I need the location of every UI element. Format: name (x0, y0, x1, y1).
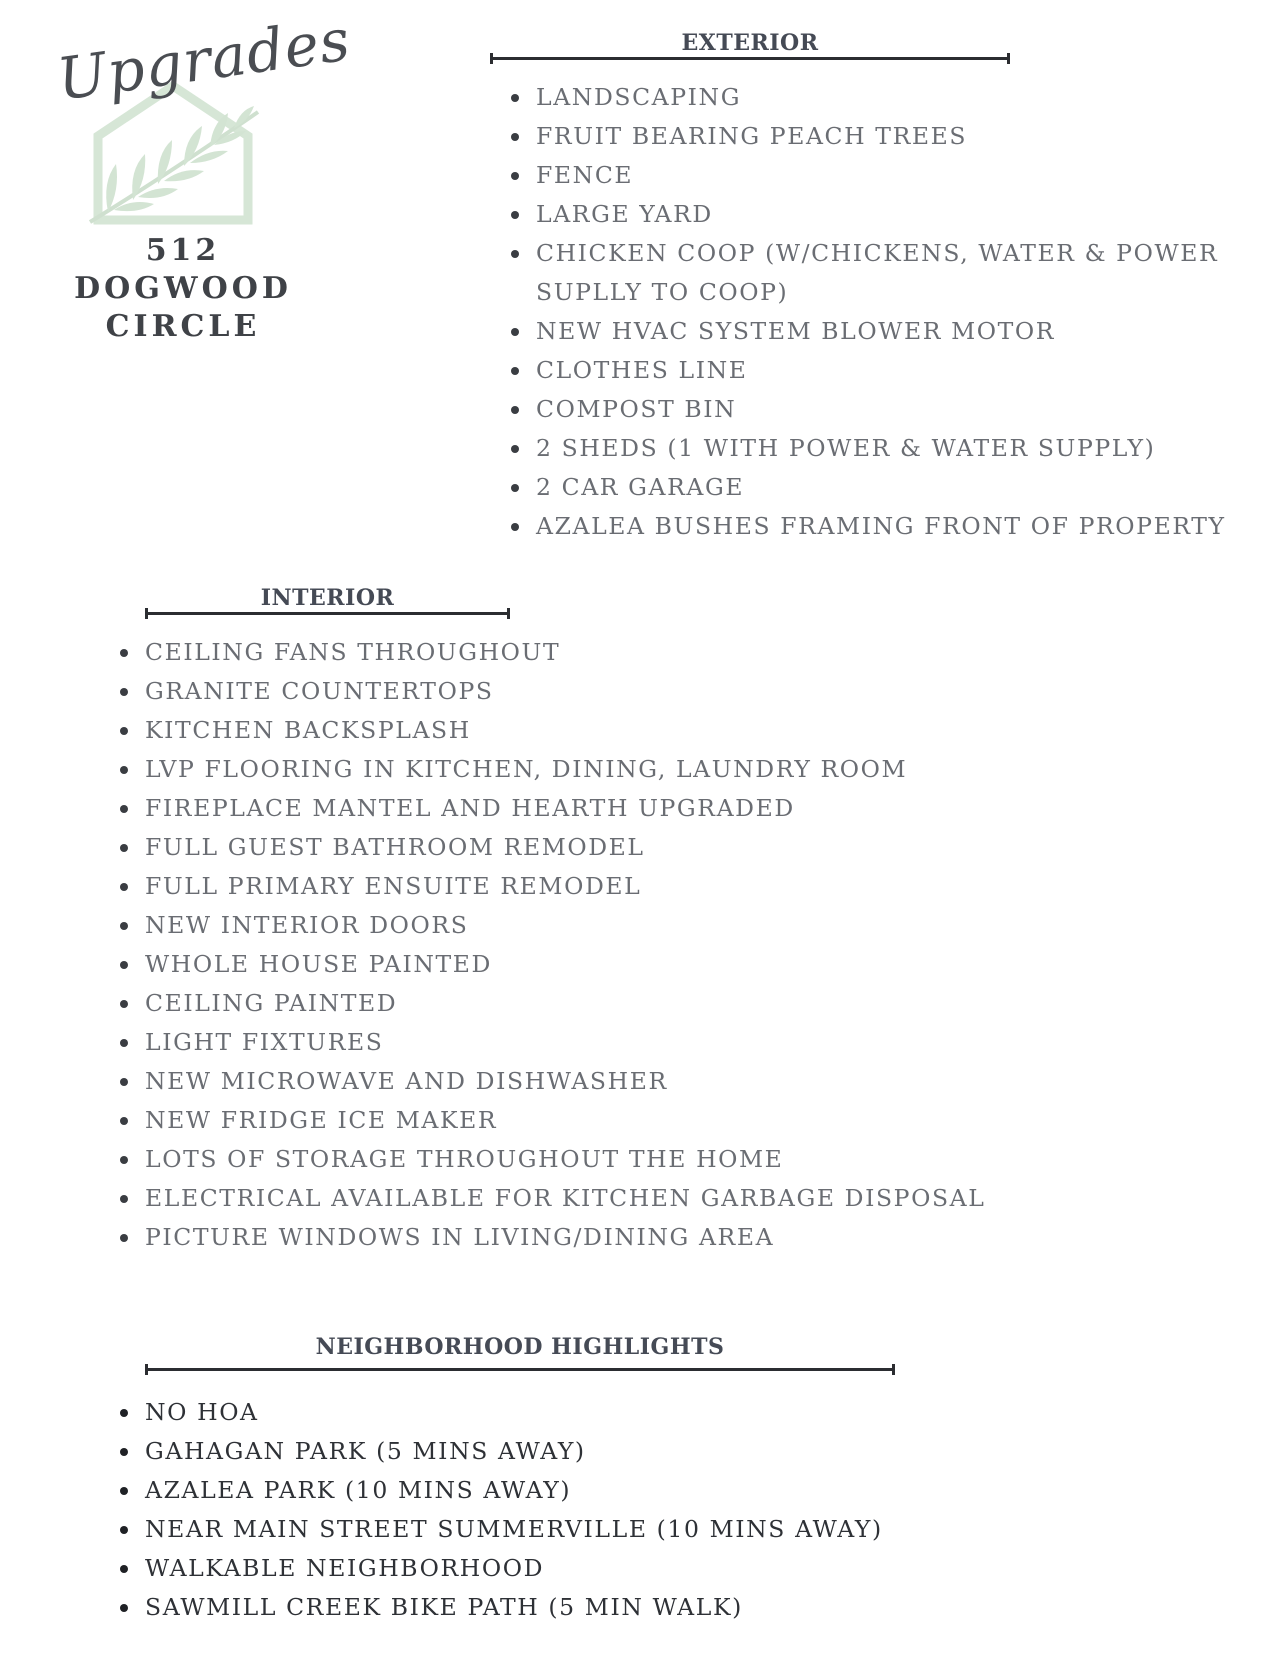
interior-heading: INTERIOR (260, 585, 395, 611)
list-item: LANDSCAPING (508, 78, 1226, 117)
list-item: WHOLE HOUSE PAINTED (117, 945, 985, 984)
list-item: NEW FRIDGE ICE MAKER (117, 1101, 985, 1140)
list-item: WALKABLE NEIGHBORHOOD (117, 1549, 883, 1588)
list-item: KITCHEN BACKSPLASH (117, 711, 985, 750)
address-line-1: 512 DOGWOOD (74, 233, 292, 306)
list-item: AZALEA BUSHES FRAMING FRONT OF PROPERTY (508, 507, 1226, 546)
list-item: NEW MICROWAVE AND DISHWASHER (117, 1062, 985, 1101)
list-item-line: CHICKEN COOP (W/CHICKENS, WATER & POWER (536, 239, 1219, 267)
list-item (508, 234, 1226, 312)
list-item: GAHAGAN PARK (5 MINS AWAY) (117, 1432, 883, 1471)
neighborhood-heading: NEIGHBORHOOD HIGHLIGHTS (315, 1334, 725, 1360)
list-item: LOTS OF STORAGE THROUGHOUT THE HOME (117, 1140, 985, 1179)
list-item: NEW INTERIOR DOORS (117, 906, 985, 945)
neighborhood-list (117, 1393, 883, 1627)
list-item: 2 CAR GARAGE (508, 468, 1226, 507)
list-item: NEAR MAIN STREET SUMMERVILLE (10 MINS AWAY) (117, 1510, 883, 1549)
list-item: ELECTRICAL AVAILABLE FOR KITCHEN GARBAGE DISPOSAL (117, 1179, 985, 1218)
list-item: PICTURE WINDOWS IN LIVING/DINING AREA (117, 1218, 985, 1257)
list-item: NEW HVAC SYSTEM BLOWER MOTOR (508, 312, 1226, 351)
list-item: FIREPLACE MANTEL AND HEARTH UPGRADED (117, 789, 985, 828)
list-item: FRUIT BEARING PEACH TREES (508, 117, 1226, 156)
upgrades-script-title: Upgrades (53, 5, 355, 114)
list-item: CEILING FANS THROUGHOUT (117, 633, 985, 672)
interior-list (117, 633, 985, 1257)
list-item: FULL GUEST BATHROOM REMODEL (117, 828, 985, 867)
list-item: FULL PRIMARY ENSUITE REMODEL (117, 867, 985, 906)
list-item: LIGHT FIXTURES (117, 1023, 985, 1062)
list-item: GRANITE COUNTERTOPS (117, 672, 985, 711)
list-item: CEILING PAINTED (117, 984, 985, 1023)
exterior-divider (490, 57, 1010, 60)
list-item: SAWMILL CREEK BIKE PATH (5 MIN WALK) (117, 1588, 883, 1627)
exterior-list (508, 78, 1226, 546)
list-item: AZALEA PARK (10 MINS AWAY) (117, 1471, 883, 1510)
interior-divider (145, 612, 510, 615)
list-item: LARGE YARD (508, 195, 1226, 234)
neighborhood-divider (145, 1368, 895, 1371)
list-item: COMPOST BIN (508, 390, 1226, 429)
exterior-heading: EXTERIOR (681, 30, 819, 56)
list-item-line: SUPLLY TO COOP) (536, 278, 789, 306)
list-item: 2 SHEDS (1 WITH POWER & WATER SUPPLY) (508, 429, 1226, 468)
list-item: CLOTHES LINE (508, 351, 1226, 390)
list-item: FENCE (508, 156, 1226, 195)
list-item: LVP FLOORING IN KITCHEN, DINING, LAUNDRY ROOM (117, 750, 985, 789)
address-line-2: CIRCLE (105, 309, 261, 344)
property-address (38, 232, 328, 346)
list-item: NO HOA (117, 1393, 883, 1432)
